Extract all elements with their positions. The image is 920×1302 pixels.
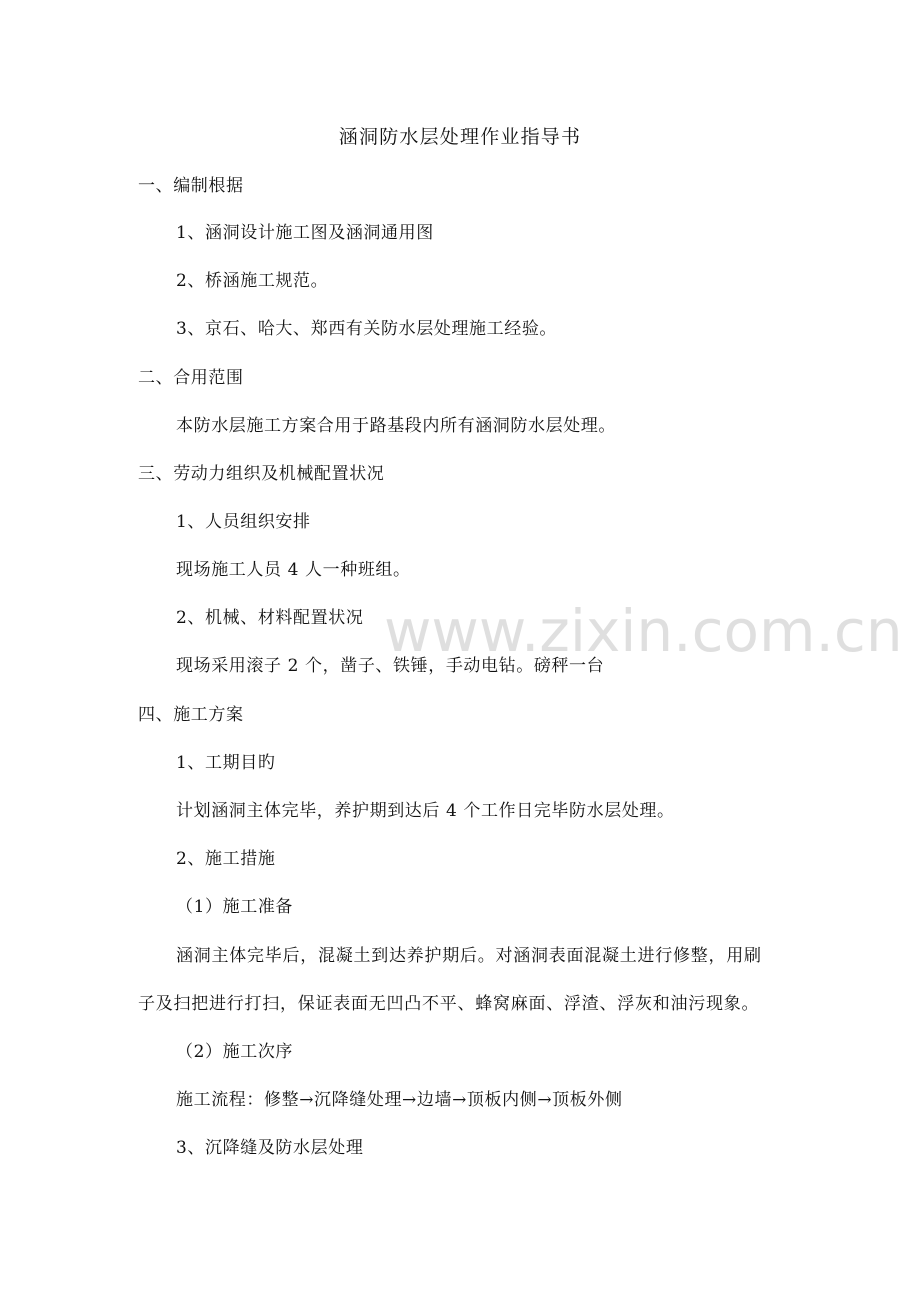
basis-item-3: 3、京石、哈大、郑西有关防水层处理施工经验。	[176, 319, 558, 339]
labor-text-1: 现场施工人员 4 人一种班组。	[176, 560, 411, 580]
scope-text: 本防水层施工方案合用于路基段内所有涵洞防水层处理。	[176, 416, 616, 436]
plan-text-1: 计划涵洞主体完毕，养护期到达后 4 个工作日完毕防水层处理。	[176, 801, 675, 821]
section-heading-labor: 三、劳动力组织及机械配置状况	[138, 464, 385, 484]
basis-item-1: 1、涵洞设计施工图及涵洞通用图	[176, 223, 434, 243]
section-heading-scope: 二、合用范围	[138, 368, 244, 388]
plan-sub-1-text-line-1: 涵洞主体完毕后，混凝土到达养护期后。对涵洞表面混凝土进行修整，用刷	[176, 946, 762, 966]
section-heading-basis: 一、编制根据	[138, 176, 244, 196]
plan-sub-1: （1）施工准备	[176, 897, 294, 917]
section-heading-plan: 四、施工方案	[138, 705, 244, 725]
basis-item-2: 2、桥涵施工规范。	[176, 271, 329, 291]
plan-item-1: 1、工期目旳	[176, 753, 276, 773]
labor-item-1: 1、人员组织安排	[176, 512, 311, 532]
plan-item-3: 3、沉降缝及防水层处理	[176, 1138, 364, 1158]
plan-sub-2-text: 施工流程：修整→沉降缝处理→边墙→顶板内侧→顶板外侧	[176, 1090, 623, 1110]
document-title: 涵洞防水层处理作业指导书	[338, 126, 582, 148]
plan-sub-1-text-line-2: 子及扫把进行打扫，保证表面无凹凸不平、蜂窝麻面、浮渣、浮灰和油污现象。	[138, 994, 760, 1014]
watermark: www.zixin.com.cn	[384, 597, 903, 665]
plan-sub-2: （2）施工次序	[176, 1042, 294, 1062]
plan-item-2: 2、施工措施	[176, 849, 276, 869]
labor-item-2: 2、机械、材料配置状况	[176, 608, 364, 628]
labor-text-2: 现场采用滚子 2 个，凿子、铁锤，手动电钻。磅秤一台	[176, 656, 605, 676]
